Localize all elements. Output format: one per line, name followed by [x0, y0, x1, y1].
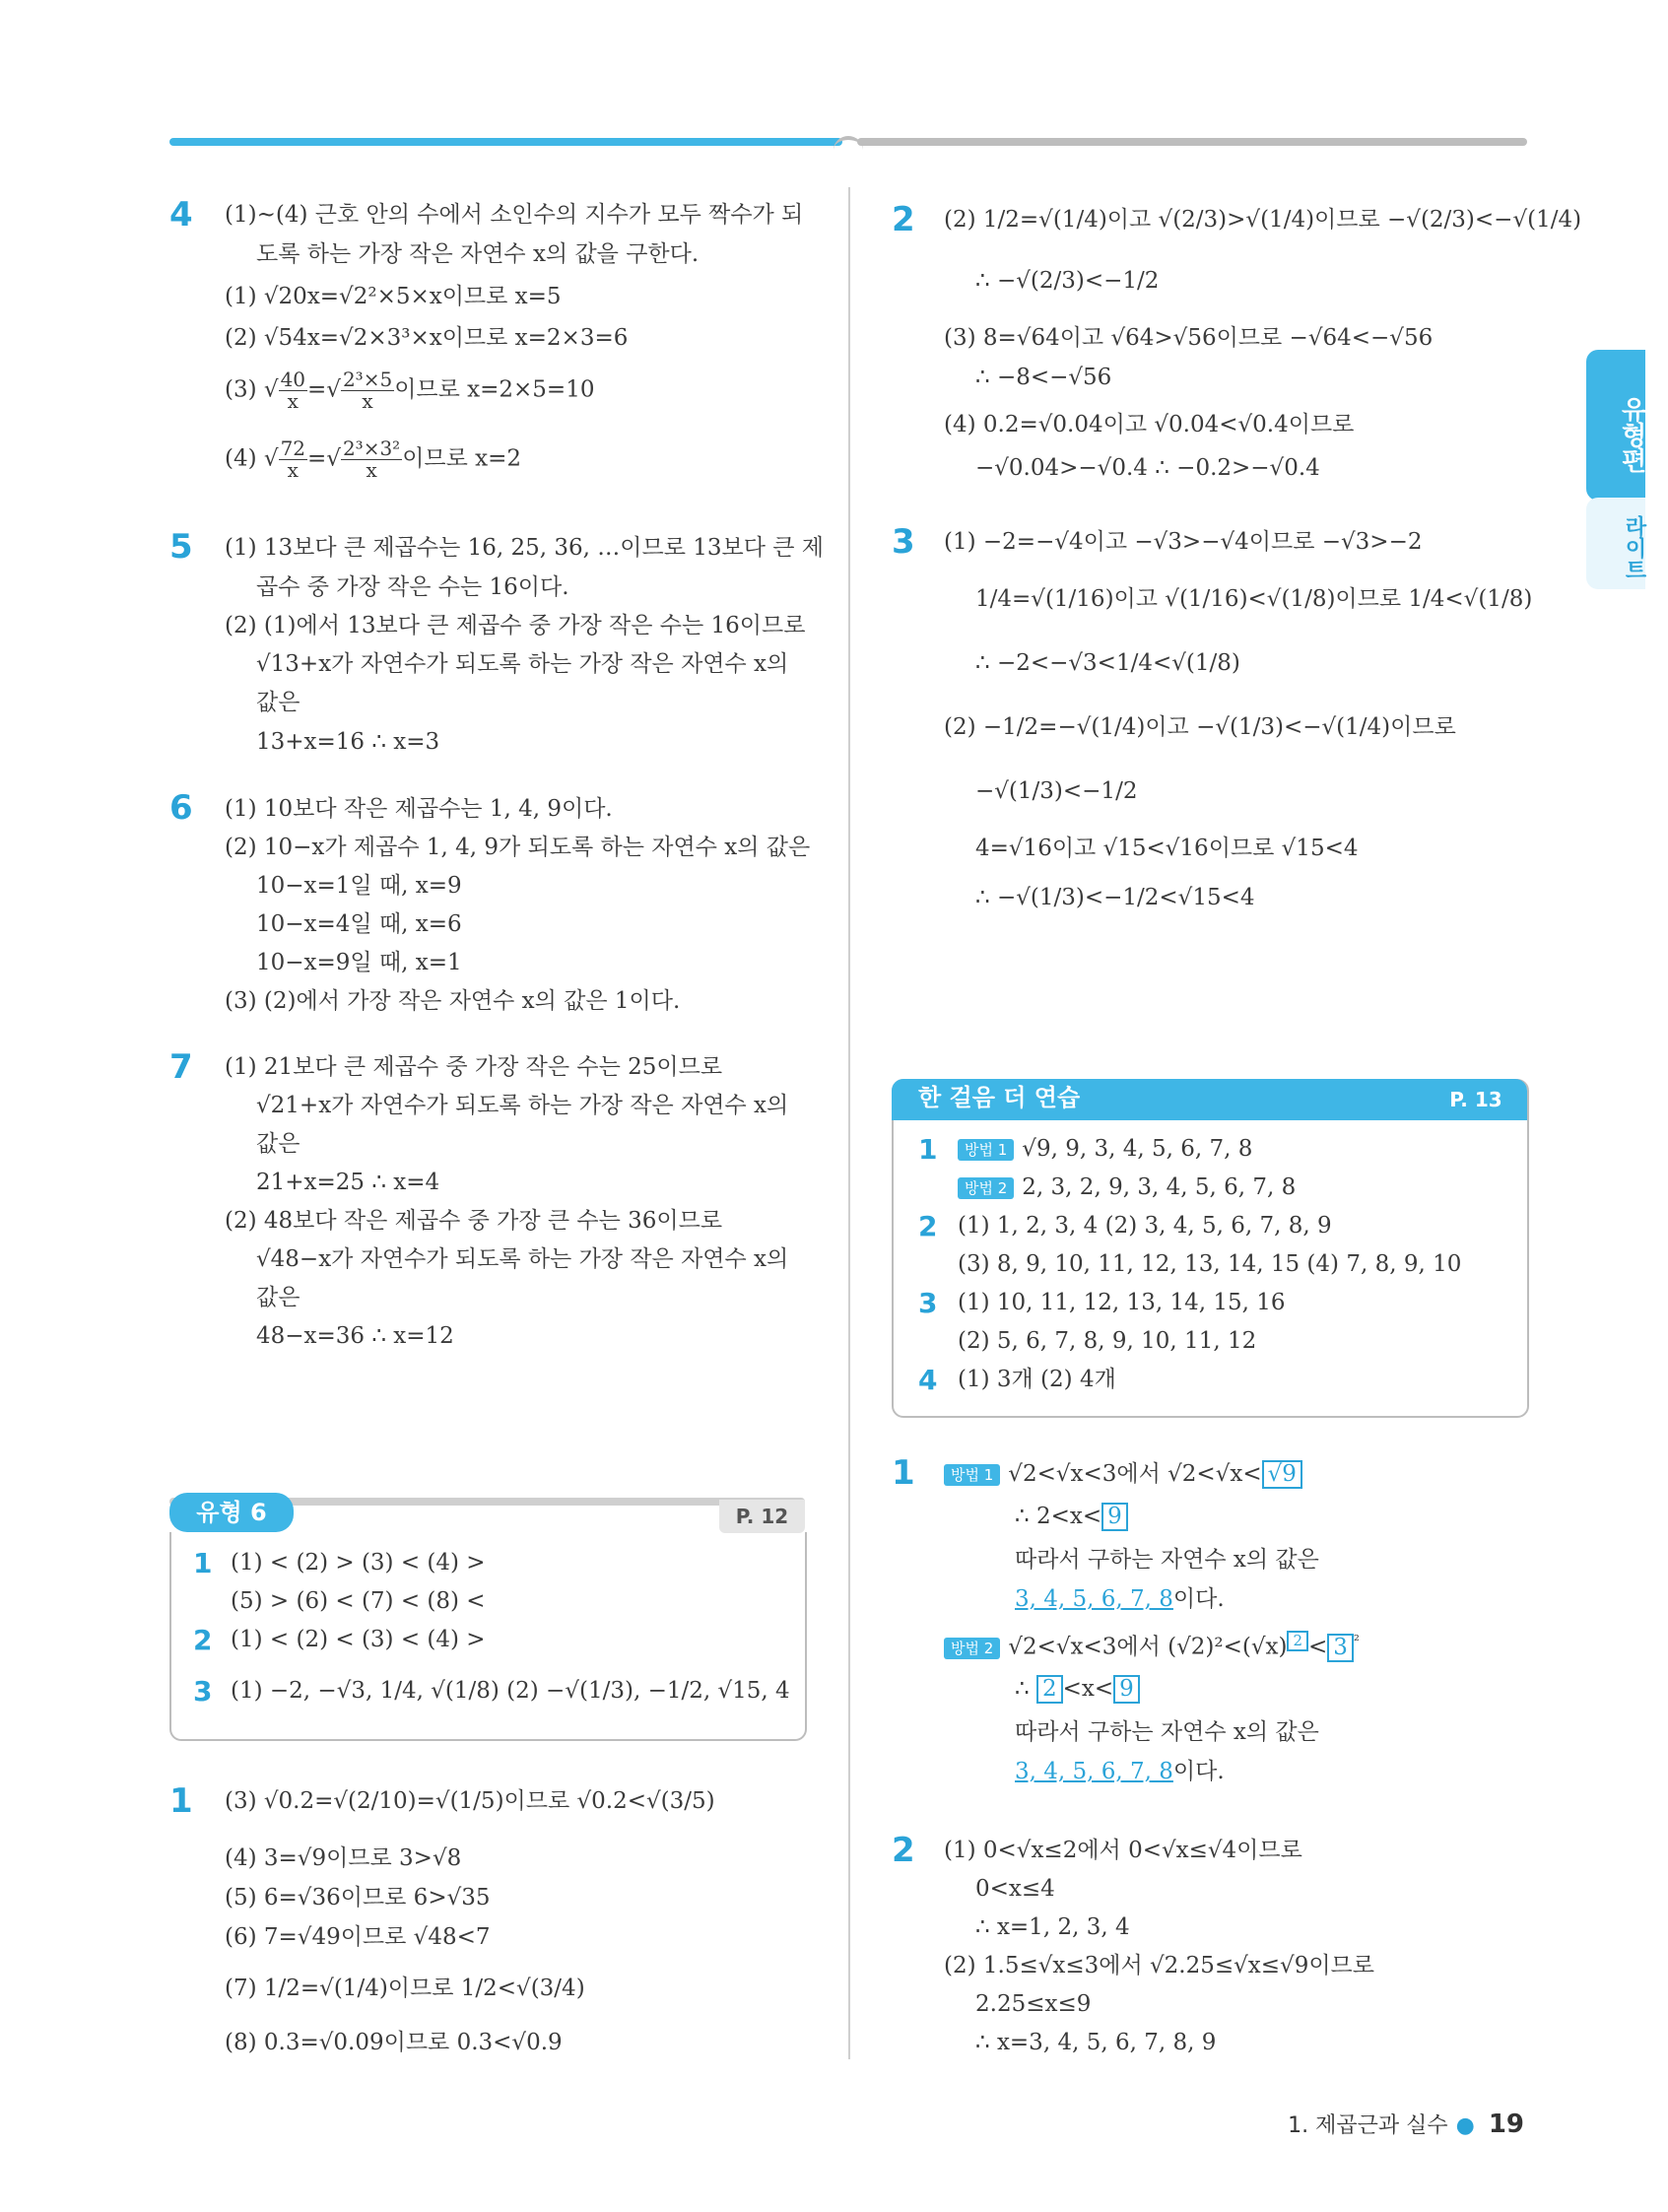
m1-line-4: 3, 4, 5, 6, 7, 8이다. — [1015, 1586, 1225, 1612]
q3-line-3: ∴ −2<−√3<1/4<√(1/8) — [975, 650, 1240, 676]
more-row-3-number: 3 — [918, 1287, 938, 1319]
problem-5-number: 5 — [169, 527, 193, 567]
q2-line-5: (4) 0.2=√0.04이고 √0.04<√0.4이므로 — [944, 412, 1355, 437]
p7-line-8: 48−x=36 ∴ x=12 — [256, 1323, 454, 1349]
q3-line-6: 4=√16이고 √15<√16이므로 √15<4 — [975, 836, 1359, 861]
problem-7-number: 7 — [169, 1047, 193, 1087]
m2-line-6: ∴ x=3, 4, 5, 6, 7, 8, 9 — [975, 2030, 1217, 2055]
footer-dot-icon: ● — [1455, 2113, 1475, 2138]
m1-line-1: 방법 1 √2<√x<3에서 √2<√x< √9 — [944, 1460, 1302, 1489]
q2-line-2: ∴ −√(2/3)<−1/2 — [975, 268, 1160, 294]
solution-1-number: 1 — [169, 1781, 193, 1821]
s1-line-5: (7) 1/2=√(1/4)이므로 1/2<√(3/4) — [225, 1976, 585, 2001]
m1-line-8: 3, 4, 5, 6, 7, 8이다. — [1015, 1759, 1225, 1784]
type6-label: 유형 6 — [169, 1493, 294, 1532]
p7-line-2: √21+x가 자연수가 되도록 하는 가장 작은 자연수 x의 — [256, 1093, 789, 1118]
m1-line-5: 방법 2 √2<√x<3에서 (√2)²<(√x) 2 < 3 $^{^2}$ — [944, 1631, 1360, 1662]
page-footer — [1288, 2109, 1524, 2139]
q3-number: 3 — [892, 522, 915, 562]
p7-line-7: 값은 — [256, 1285, 300, 1310]
p7-line-5: (2) 48보다 작은 제곱수 중 가장 큰 수는 36이므로 — [225, 1208, 723, 1234]
more-row-3b: (2) 5, 6, 7, 8, 9, 10, 11, 12 — [958, 1328, 1257, 1354]
more-practice-page: P. 13 — [1449, 1088, 1502, 1111]
more-row-1: 방법 1 √9, 9, 3, 4, 5, 6, 7, 8 — [958, 1136, 1252, 1164]
m2-line-5: 2.25≤x≤9 — [975, 1991, 1092, 2017]
p6-line-4: 10−x=4일 때, x=6 — [256, 911, 462, 937]
more-row-2-number: 2 — [918, 1210, 938, 1242]
s1-line-3: (5) 6=√36이므로 6>√35 — [225, 1885, 491, 1910]
p6-line-5: 10−x=9일 때, x=1 — [256, 950, 462, 975]
more-practice-title: 한 걸음 더 연습 — [918, 1084, 1081, 1111]
m2-number: 2 — [892, 1831, 915, 1870]
m2-line-2: 0<x≤4 — [975, 1876, 1055, 1902]
m1-number: 1 — [892, 1453, 915, 1493]
m2-line-4: (2) 1.5≤√x≤3에서 √2.25≤√x≤√9이므로 — [944, 1953, 1374, 1978]
more-row-4-number: 4 — [918, 1364, 938, 1396]
footer-chapter: 1. 제곱근과 실수 — [1288, 2113, 1448, 2138]
m2-line-3: ∴ x=1, 2, 3, 4 — [975, 1914, 1130, 1940]
p4-line-1: (1)~(4) 근호 안의 수에서 소인수의 지수가 모두 짝수가 되 — [225, 202, 804, 228]
p5-line-4: √13+x가 자연수가 되도록 하는 가장 작은 자연수 x의 — [256, 651, 789, 677]
top-rule-right — [857, 138, 1527, 146]
p5-line-5: 값은 — [256, 690, 300, 715]
p5-line-3: (2) (1)에서 13보다 큰 제곱수 중 가장 작은 수는 16이므로 — [225, 613, 806, 638]
type6-row-3: (1) −2, −√3, 1/4, √(1/8) (2) −√(1/3), −1/2, √15, 4 — [231, 1678, 790, 1704]
p7-line-4: 21+x=25 ∴ x=4 — [256, 1170, 440, 1195]
problem-6-number: 6 — [169, 788, 193, 828]
p7-line-1: (1) 21보다 큰 제곱수 중 가장 작은 수는 25이므로 — [225, 1054, 723, 1080]
m2-line-1: (1) 0<√x≤2에서 0<√x≤√4이므로 — [944, 1838, 1302, 1863]
m1-line-2: ∴ 2<x< 9 — [1015, 1503, 1128, 1531]
more-row-4: (1) 3개 (2) 4개 — [958, 1367, 1116, 1392]
p6-line-2: (2) 10−x가 제곱수 1, 4, 9가 되도록 하는 자연수 x의 값은 — [225, 835, 811, 860]
p4-line-5: (3) √ $\frac{40}{x}$ =√ $\frac{\text{2³×5}}{x}$ 이므로 x=2×5=10 — [225, 368, 595, 413]
top-rule-left — [169, 138, 842, 146]
side-tab-type-label: 유형편 — [1617, 395, 1646, 473]
q2-line-4: ∴ −8<−√56 — [975, 365, 1112, 390]
type6-row-3-number: 3 — [193, 1675, 213, 1708]
more-row-2a: (1) 1, 2, 3, 4 (2) 3, 4, 5, 6, 7, 8, 9 — [958, 1213, 1332, 1239]
m1-line-6: ∴ 2 <x< 9 — [1015, 1675, 1140, 1704]
p5-line-2: 곱수 중 가장 작은 수는 16이다. — [256, 574, 569, 600]
type6-row-2: (1) < (2) < (3) < (4) > — [231, 1627, 486, 1652]
s1-line-1: (3) √0.2=√(2/10)=√(1/5)이므로 √0.2<√(3/5) — [225, 1788, 715, 1814]
side-tab-lite-label: 라이트 — [1622, 514, 1646, 580]
s1-line-4: (6) 7=√49이므로 √48<7 — [225, 1924, 491, 1950]
problem-4-number: 4 — [169, 195, 193, 235]
m1-line-7: 따라서 구하는 자연수 x의 값은 — [1015, 1719, 1319, 1745]
p6-line-3: 10−x=1일 때, x=9 — [256, 873, 462, 899]
type6-row-1a: (1) < (2) > (3) < (4) > — [231, 1550, 486, 1575]
more-row-3a: (1) 10, 11, 12, 13, 14, 15, 16 — [958, 1290, 1286, 1315]
p4-line-2: 도록 하는 가장 작은 자연수 x의 값을 구한다. — [256, 241, 700, 267]
side-tab-type[interactable] — [1586, 350, 1645, 501]
p4-line-6: (4) √ $\frac{72}{x}$ =√ $\frac{\text{2³×3²}}{x}$ 이므로 x=2 — [225, 436, 522, 482]
type6-row-1b: (5) > (6) < (7) < (8) < — [231, 1588, 486, 1614]
column-divider — [848, 187, 850, 2059]
p5-line-1: (1) 13보다 큰 제곱수는 16, 25, 36, …이므로 13보다 큰 제 — [225, 535, 825, 561]
type6-row-1-number: 1 — [193, 1547, 213, 1579]
q2-line-6: −√0.04>−√0.4 ∴ −0.2>−√0.4 — [975, 455, 1320, 481]
s1-line-6: (8) 0.3=√0.09이므로 0.3<√0.9 — [225, 2030, 563, 2055]
q2-number: 2 — [892, 200, 915, 239]
s1-line-2: (4) 3=√9이므로 3>√8 — [225, 1845, 462, 1871]
q3-line-2: 1/4=√(1/16)이고 √(1/16)<√(1/8)이므로 1/4<√(1/8) — [975, 586, 1533, 612]
m1-line-3: 따라서 구하는 자연수 x의 값은 — [1015, 1547, 1319, 1573]
type6-row-2-number: 2 — [193, 1624, 213, 1656]
more-row-1b: 방법 2 2, 3, 2, 9, 3, 4, 5, 6, 7, 8 — [958, 1174, 1296, 1202]
p4-line-4: (2) √54x=√2×3³×x이므로 x=2×3=6 — [225, 325, 629, 351]
type6-page-badge: P. 12 — [719, 1500, 805, 1533]
q3-line-7: ∴ −√(1/3)<−1/2<√15<4 — [975, 885, 1255, 910]
page-number: 19 — [1488, 2110, 1524, 2139]
p5-line-6: 13+x=16 ∴ x=3 — [256, 729, 440, 755]
q3-line-4: (2) −1/2=−√(1/4)이고 −√(1/3)<−√(1/4)이므로 — [944, 714, 1456, 740]
p4-line-3: (1) √20x=√2²×5×x이므로 x=5 — [225, 284, 562, 309]
q2-line-3: (3) 8=√64이고 √64>√56이므로 −√64<−√56 — [944, 325, 1434, 351]
p7-line-6: √48−x가 자연수가 되도록 하는 가장 작은 자연수 x의 — [256, 1246, 789, 1272]
q3-line-5: −√(1/3)<−1/2 — [975, 778, 1138, 804]
p6-line-6: (3) (2)에서 가장 작은 자연수 x의 값은 1이다. — [225, 988, 681, 1014]
side-tab-lite[interactable] — [1586, 498, 1645, 589]
p6-line-1: (1) 10보다 작은 제곱수는 1, 4, 9이다. — [225, 796, 613, 822]
more-row-1-number: 1 — [918, 1133, 938, 1166]
more-row-2b: (3) 8, 9, 10, 11, 12, 13, 14, 15 (4) 7, 8, 9, 10 — [958, 1251, 1462, 1277]
q3-line-1: (1) −2=−√4이고 −√3>−√4이므로 −√3>−2 — [944, 529, 1423, 555]
p7-line-3: 값은 — [256, 1131, 300, 1157]
q2-line-1: (2) 1/2=√(1/4)이고 √(2/3)>√(1/4)이므로 −√(2/3)<−√(1/4) — [944, 207, 1582, 233]
